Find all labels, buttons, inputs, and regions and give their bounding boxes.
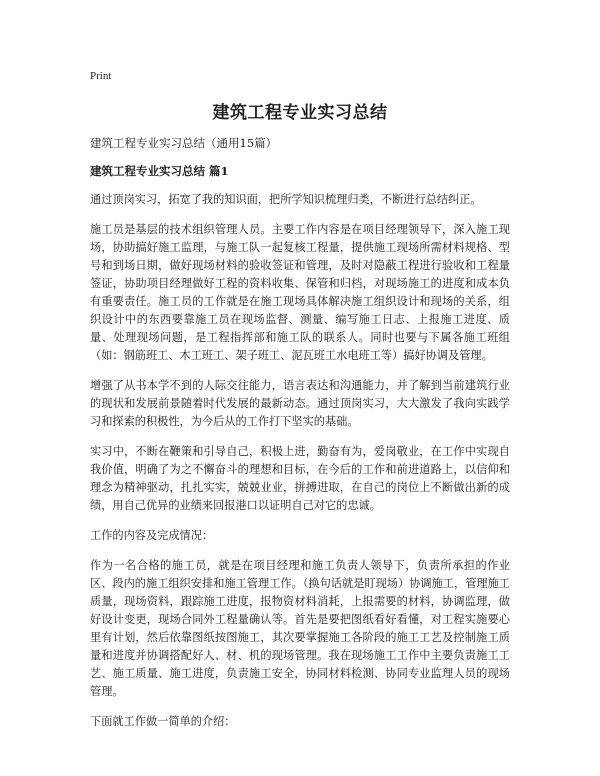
print-label: Print: [90, 70, 112, 82]
section-heading: 建筑工程专业实习总结 篇1: [90, 164, 229, 178]
document-subtitle: 建筑工程专业实习总结（通用15篇）: [90, 136, 278, 150]
paragraph-duties: 施工员是基层的技术组织管理人员。主要工作内容是在项目经理领导下，深入施工现场，协助搞好施工监理，与施工队一起复核工程量，提供施工现场所需材料规格、型号和到场日期，做好现场材料的验收签证和管理，及时对隐蔽工程进行验收和工程量签证，协助项目经理做好工程的资料收集、保管和归档，对现场施工的进度和成本负有重要责任。施工员的工作就是在施工现场具体解决施工组织设计和现场的关系，组织设计中的东西要靠施工员在现场监督、测量、编写施工日志、上报施工进度、质量、处理现场问题，是工程指挥部和施工队的联系人。同时也要与下属各施工班组（如：钢筋班工、木工班工、架子班工、泥瓦班工水电班工等）搞好协调及管理。: [90, 223, 510, 362]
paragraph-reflection: 实习中，不断在鞭策和引导自己，积极上进，勤奋有为，爱岗敬业，在工作中实现自我价值，明确了为之不懈奋斗的理想和目标，在今后的工作和前进道路上，以信仰和理念为精神驱动，扎扎实实，兢兢业业，拼搏进取，在自己的岗位上不断做出新的成绩，用自己优异的业绩来回报港口以证明自己对它的忠诚。: [90, 445, 510, 512]
document-title: 建筑工程专业实习总结: [212, 103, 388, 123]
paragraph-work-content: 作为一名合格的施工员，就是在项目经理和施工负责人领导下，负责所承担的作业区、段内的施工组织安排和施工管理工作。（换句话就是盯现场）协调施工，管理施工质量，现场资料，跟踪施工进度，报物资材料消耗，上报需要的材料，协调监理，做好设计变更，现场合同外工程量确认等。首先是要把图纸看好看懂，对工程实施要心里有计划，然后依靠图纸按图施工，其次要掌握施工各阶段的施工工艺及控制施工质量和进度并协调搭配好人、材、机的现场管理。我在现场施工工作中主要负责施工工艺、施工质量、施工进度，负责施工安全，协同材料检测、协同专业监理人员的现场管理。: [90, 559, 510, 698]
paragraph-skills: 增强了从书本学不到的人际交往能力，语言表达和沟通能力，并了解到当前建筑行业的现状和发展前景随着时代发展的最新动态。通过顶岗实习，大大激发了我向实践学习和探索的积极性，为今后从的工作打下坚实的基础。: [90, 379, 510, 428]
paragraph-work-heading: 工作的内容及完成情况：: [90, 529, 214, 542]
paragraph-intro-next: 下面就工作做一简单的介绍：: [90, 715, 236, 728]
paragraph-intro: 通过顶岗实习，拓宽了我的知识面，把所学知识梳理归类，不断进行总结纠正。: [90, 193, 482, 206]
